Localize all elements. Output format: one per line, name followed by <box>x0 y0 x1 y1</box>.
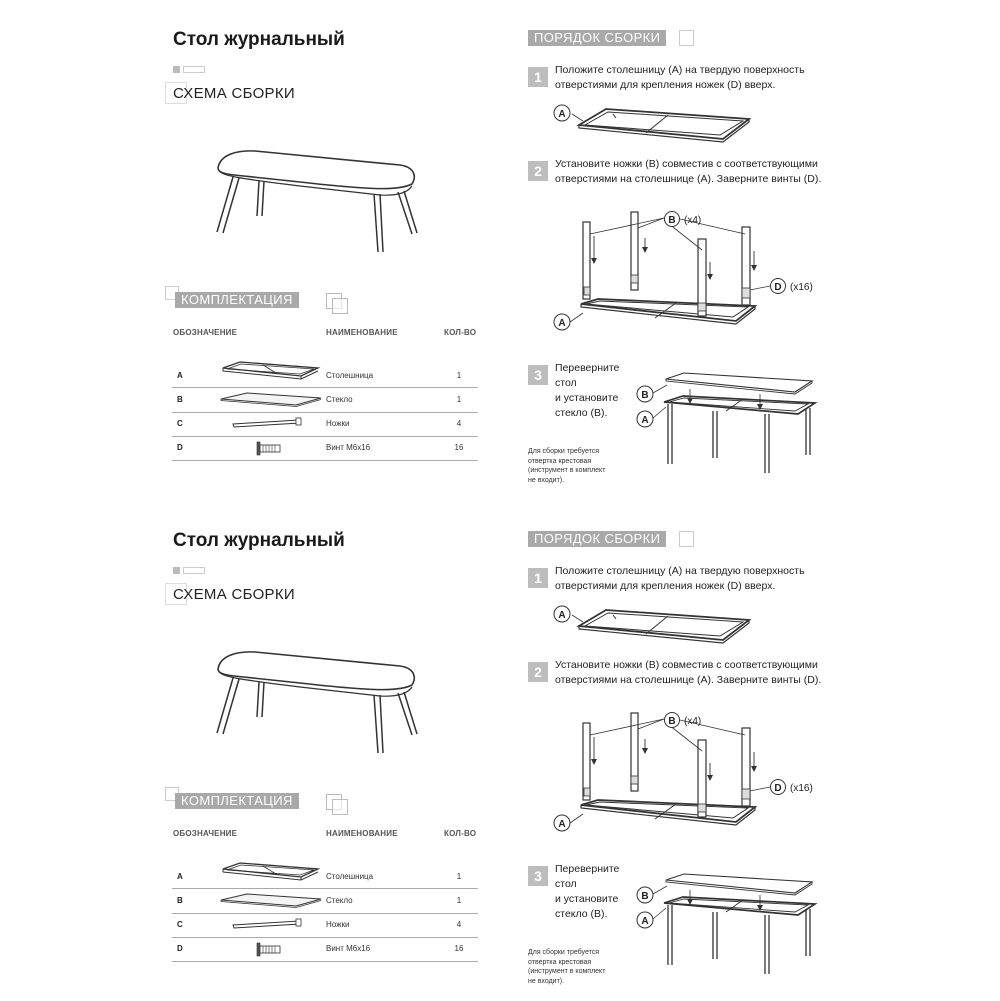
kit-row-letter: B <box>177 896 183 905</box>
kit-row-letter: D <box>177 944 183 953</box>
callout-letter-a: A <box>558 318 566 329</box>
note-line: Для сборки требуется <box>528 949 600 956</box>
kit-row-name: Стекло <box>326 395 353 404</box>
page-title: Стол журнальный <box>173 29 345 50</box>
screws-count-label: (x16) <box>790 783 813 794</box>
column-header-designation: ОБОЗНАЧЕНИЕ <box>173 829 238 838</box>
kit-row-letter: B <box>177 395 183 404</box>
callout-letter-d: D <box>774 783 782 794</box>
callout-letter-b: B <box>641 891 649 902</box>
callout-letter-a: A <box>641 415 649 426</box>
callout-letter-b: B <box>641 390 649 401</box>
kit-row-qty: 4 <box>456 419 462 428</box>
callout-letter-a: A <box>558 109 566 120</box>
step-text-line: Переверните стол <box>555 362 620 389</box>
step-text-line: Переверните стол <box>555 863 620 890</box>
screws-count-label: (x16) <box>790 282 813 293</box>
kit-row-name: Ножки <box>326 419 350 428</box>
page-title: Стол журнальный <box>173 530 345 551</box>
callout-letter-d: D <box>774 282 782 293</box>
scheme-heading: СХЕМА СБОРКИ <box>173 85 295 102</box>
step-text-line: Установите ножки (В) совместив с соответствующими <box>555 158 818 170</box>
step-text-line: Установите ножки (В) совместив с соответствующими <box>555 659 818 671</box>
step-3-illustration <box>0 0 1000 500</box>
step-number-badge: 1 <box>528 67 548 87</box>
legs-count-label: (x4) <box>684 215 702 226</box>
column-header-quantity: КОЛ-ВО <box>444 829 477 838</box>
callout-letter-a: A <box>558 610 566 621</box>
kit-row-qty: 1 <box>456 371 462 380</box>
kit-row-qty: 4 <box>456 920 462 929</box>
step-text-line: Положите столешницу (А) на твердую поверхность <box>555 64 805 76</box>
kit-row-letter: C <box>177 920 183 929</box>
note-line: (инструмент в комплект <box>528 467 606 474</box>
kit-row-name: Винт М6х16 <box>326 944 371 953</box>
assembly-order-heading: ПОРЯДОК СБОРКИ <box>528 30 666 46</box>
callout-letter-b: B <box>668 716 676 727</box>
note-line: отвертка крестовая <box>528 958 592 966</box>
kit-row-name: Винт М6х16 <box>326 443 371 452</box>
step-number-badge: 2 <box>528 662 548 682</box>
step-text-line: Положите столешницу (А) на твердую поверхность <box>555 565 805 577</box>
step-text-line: стекло (В). <box>555 908 608 920</box>
kit-heading: КОМПЛЕКТАЦИЯ <box>175 292 299 308</box>
note-line: Для сборки требуется <box>528 448 600 455</box>
kit-row-name: Ножки <box>326 920 350 929</box>
legs-count-label: (x4) <box>684 716 702 727</box>
instruction-sheet-bottom <box>0 501 1000 1001</box>
instruction-sheet-top <box>0 0 1000 500</box>
note-line: не входит). <box>528 476 565 484</box>
kit-row-letter: D <box>177 443 183 452</box>
step-text-line: отверстиями на столешнице (А). Заверните винты (D). <box>555 173 822 185</box>
step-number-badge: 2 <box>528 161 548 181</box>
callout-letter-a: A <box>641 916 649 927</box>
callout-letter-a: A <box>558 819 566 830</box>
step-text-line: и установите <box>555 392 619 404</box>
kit-row-qty: 1 <box>456 872 462 881</box>
note-line: отвертка крестовая <box>528 457 592 465</box>
step-number-badge: 3 <box>528 365 548 385</box>
column-header-name: НАИМЕНОВАНИЕ <box>326 328 398 337</box>
step-text-line: отверстиями для крепления ножек (D) вверх. <box>555 79 776 91</box>
kit-row-letter: A <box>177 371 183 380</box>
kit-row-letter: C <box>177 419 183 428</box>
kit-row-name: Столешница <box>326 872 374 881</box>
step-text-line: стекло (В). <box>555 407 608 419</box>
kit-row-qty: 16 <box>454 443 464 452</box>
kit-row-letter: A <box>177 872 183 881</box>
kit-row-qty: 16 <box>454 944 464 953</box>
step-number-badge: 3 <box>528 866 548 886</box>
step-text-line: отверстиями на столешнице (А). Заверните винты (D). <box>555 674 822 686</box>
kit-row-name: Столешница <box>326 371 374 380</box>
column-header-name: НАИМЕНОВАНИЕ <box>326 829 398 838</box>
column-header-designation: ОБОЗНАЧЕНИЕ <box>173 328 238 337</box>
note-line: не входит). <box>528 977 565 985</box>
step-3-illustration <box>0 501 1000 1001</box>
kit-heading: КОМПЛЕКТАЦИЯ <box>175 793 299 809</box>
note-line: (инструмент в комплект <box>528 968 606 975</box>
assembly-order-heading: ПОРЯДОК СБОРКИ <box>528 531 666 547</box>
step-text-line: отверстиями для крепления ножек (D) вверх. <box>555 580 776 592</box>
step-number-badge: 1 <box>528 568 548 588</box>
kit-row-qty: 1 <box>456 896 462 905</box>
column-header-quantity: КОЛ-ВО <box>444 328 477 337</box>
step-text-line: и установите <box>555 893 619 905</box>
kit-row-qty: 1 <box>456 395 462 404</box>
kit-row-name: Стекло <box>326 896 353 905</box>
scheme-heading: СХЕМА СБОРКИ <box>173 586 295 603</box>
callout-letter-b: B <box>668 215 676 226</box>
